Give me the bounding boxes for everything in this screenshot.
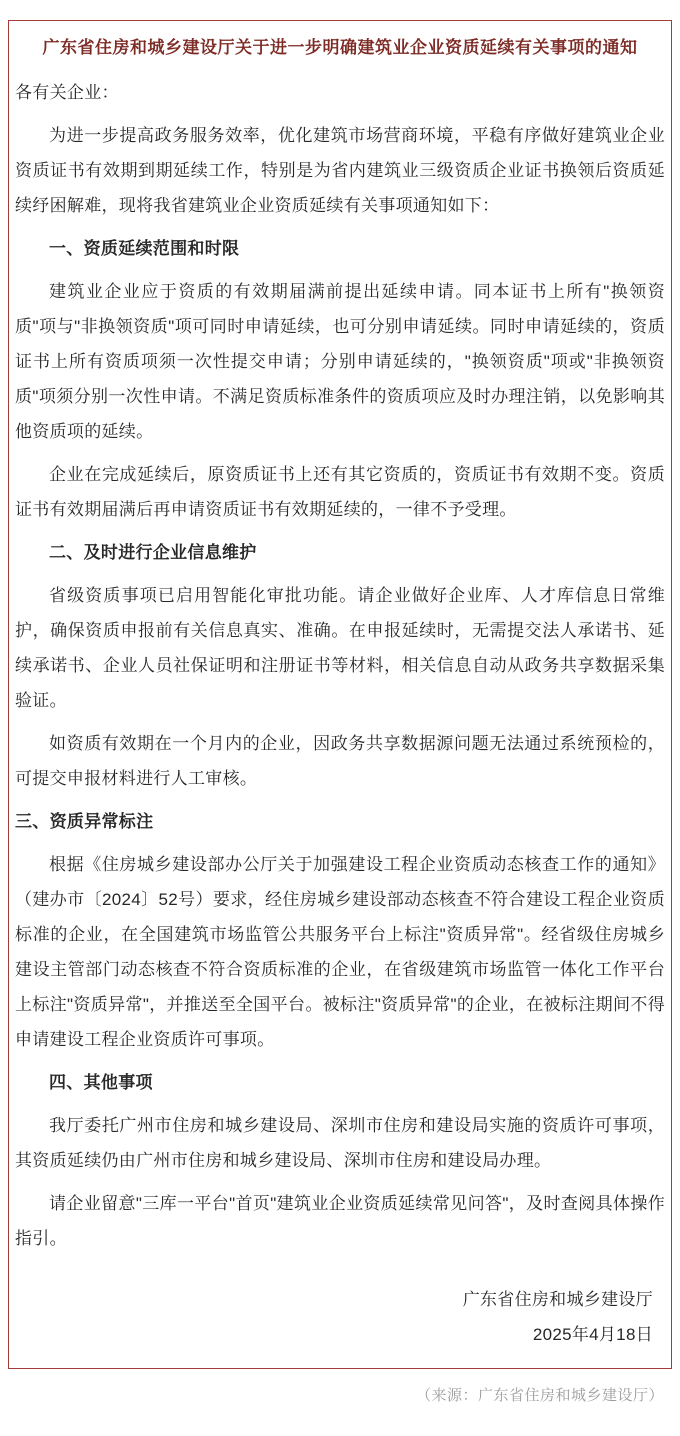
section-4-paragraph-2: 请企业留意"三库一平台"首页"建筑业企业资质延续常见问答"，及时查阅具体操作指引。 <box>15 1194 665 1248</box>
section-2-paragraph-2: 如资质有效期在一个月内的企业，因政务共享数据源问题无法通过系统预检的，可提交申报材料进行人工审核。 <box>15 734 665 788</box>
notice-document <box>8 20 672 1369</box>
signature-block <box>15 1282 665 1352</box>
source-attribution: （来源：广东省住房和城乡建设厅） <box>415 1387 664 1404</box>
section-4-paragraph-1: 我厅委托广州市住房和城乡建设局、深圳市住房和建设局实施的资质许可事项，其资质延续仍由广州市住房和城乡建设局、深圳市住房和建设局办理。 <box>15 1116 665 1170</box>
section-3-paragraph-1: 根据《住房城乡建设部办公厅关于加强建设工程企业资质动态核查工作的通知》（建办市〔2024〕52号）要求，经住房城乡建设部动态核查不符合建设工程企业资质标准的企业，在全国建筑市场监管公共服务平台上标注"资质异常"。经省级住房城乡建设主管部门动态核查不符合资质标准的企业，在省级建筑市场监管一体化工作平台上标注"资质异常"，并推送至全国平台。被标注"资质异常"的企业，在被标注期间不得申请建设工程企业资质许可事项。 <box>15 855 665 1049</box>
section-heading-3: 三、资质异常标注 <box>15 812 154 831</box>
issue-date: 2025年4月18日 <box>532 1325 653 1344</box>
section-1-paragraph-2: 企业在完成延续后，原资质证书上还有其它资质的，资质证书有效期不变。资质证书有效期届满后再申请资质证书有效期延续的，一律不予受理。 <box>15 465 665 519</box>
section-heading-4: 四、其他事项 <box>49 1073 153 1092</box>
page <box>0 20 680 1436</box>
salutation: 各有关企业： <box>15 83 119 102</box>
intro-paragraph: 为进一步提高政务服务效率，优化建筑市场营商环境，平稳有序做好建筑业企业资质证书有效期到期延续工作，特别是为省内建筑业三级资质企业证书换领后资质延续纾困解难，现将我省建筑业企业资质延续有关事项通知如下： <box>15 126 665 215</box>
section-heading-1: 一、资质延续范围和时限 <box>49 239 240 258</box>
section-1-paragraph-1: 建筑业企业应于资质的有效期届满前提出延续申请。同本证书上所有"换领资质"项与"非换领资质"项可同时申请延续，也可分别申请延续。同时申请延续的，资质证书上所有资质项须一次性提交申请；分别申请延续的，"换领资质"项或"非换领资质"项须分别一次性申请。不满足资质标准条件的资质项应及时办理注销，以免影响其他资质项的延续。 <box>15 282 665 441</box>
section-2-paragraph-1: 省级资质事项已启用智能化审批功能。请企业做好企业库、人才库信息日常维护，确保资质申报前有关信息真实、准确。在申报延续时，无需提交法人承诺书、延续承诺书、企业人员社保证明和注册证书等材料，相关信息自动从政务共享数据采集验证。 <box>15 586 665 710</box>
issuing-authority: 广东省住房和城乡建设厅 <box>462 1290 653 1309</box>
section-heading-2: 二、及时进行企业信息维护 <box>49 543 257 562</box>
document-title: 广东省住房和城乡建设厅关于进一步明确建筑业企业资质延续有关事项的通知 <box>42 38 638 57</box>
